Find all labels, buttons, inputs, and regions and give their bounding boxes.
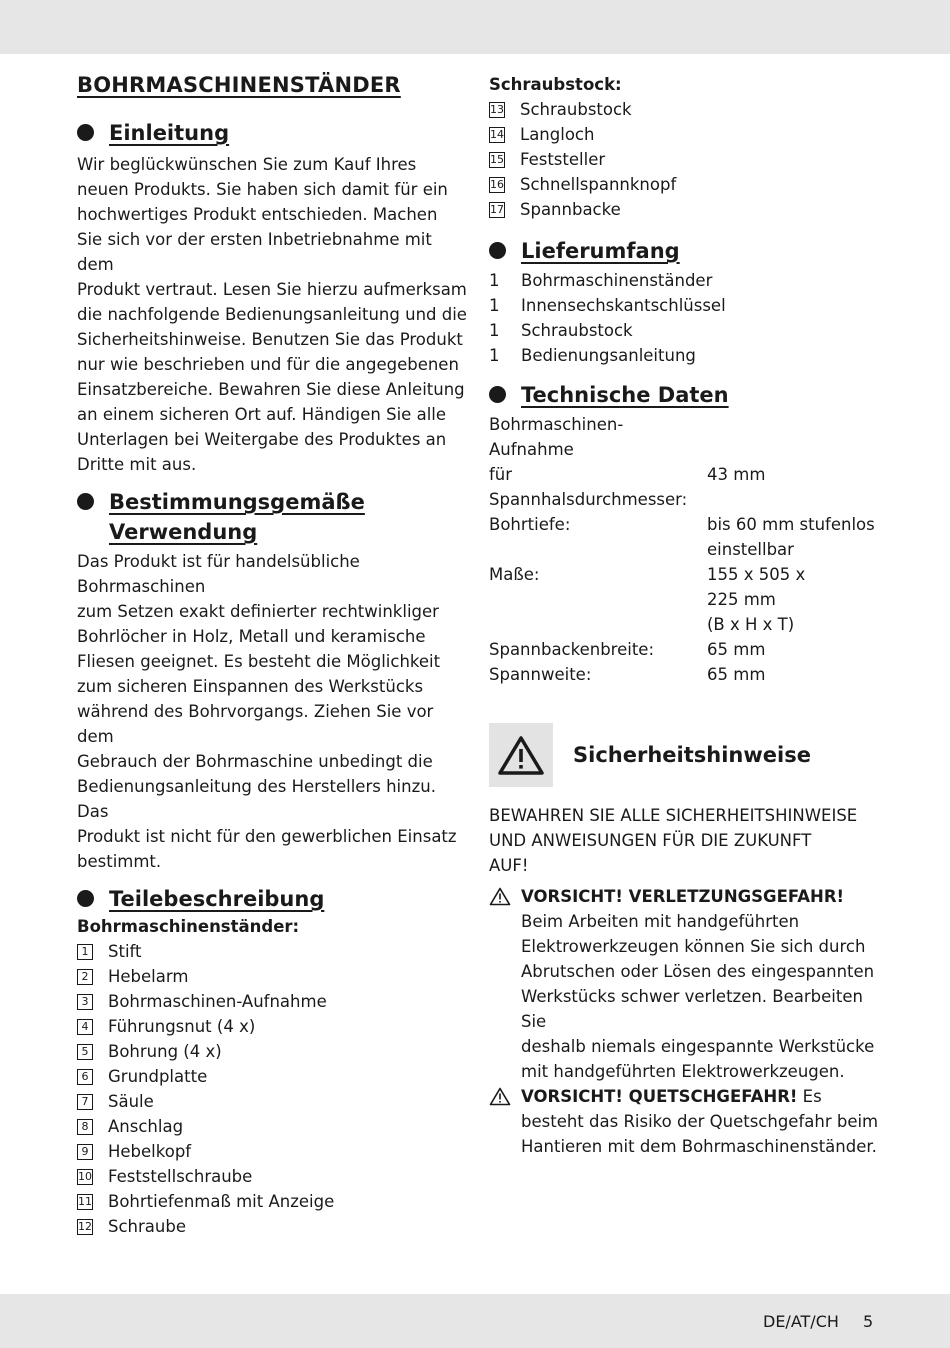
tech-key: Bohrmaschinen-Aufnahme [489, 415, 624, 459]
tech-value: (B x H x T) [707, 615, 795, 634]
delivery-list [489, 268, 889, 368]
table-row [489, 587, 889, 612]
text-line: BEWAHREN SIE ALLE SICHERHEITSHINWEISE [489, 806, 858, 825]
item-label: Bohrmaschinenständer [521, 271, 713, 290]
caution-text: Es [797, 1087, 822, 1106]
text-line: Fliesen geeignet. Es besteht die Möglichkeit [77, 652, 441, 671]
text-line: zum Setzen exakt definierter rechtwinkliger [77, 602, 439, 621]
tech-value: einstellbar [707, 540, 794, 559]
safety-intro [489, 803, 889, 878]
usage-heading-line1: Bestimmungsgemäße [109, 490, 365, 514]
quantity: 1 [489, 296, 500, 315]
text-line: neuen Produkts. Sie haben sich damit für ein [77, 180, 448, 199]
quantity: 1 [489, 346, 500, 365]
parts-group1-title: Bohrmaschinenständer: [77, 917, 300, 936]
text-line: hochwertiges Produkt entschieden. Machen [77, 205, 438, 224]
text-line: UND ANWEISUNGEN FÜR DIE ZUKUNFT [489, 831, 812, 850]
list-item [77, 1064, 467, 1089]
table-row [489, 562, 889, 587]
text-line: Gebrauch der Bohrmaschine unbedingt die [77, 752, 433, 771]
list-item [77, 1089, 467, 1114]
delivery-heading: Lieferumfang [521, 239, 680, 263]
text-line: Beim Arbeiten mit handgeführten [521, 912, 800, 931]
intro-heading: Einleitung [109, 121, 230, 145]
text-line: besteht das Risiko der Quetschgefahr beim [521, 1112, 879, 1131]
tech-value: 225 mm [707, 590, 776, 609]
list-item [489, 268, 889, 293]
part-number: 6 [77, 1069, 93, 1085]
right-column [489, 72, 889, 1159]
tech-table [489, 412, 889, 687]
text-line: Das Produkt ist für handelsübliche Bohrmaschinen [77, 552, 360, 596]
part-number: 10 [78, 1169, 92, 1183]
caution-crush [489, 1084, 889, 1159]
part-label: Schraubstock [520, 100, 632, 119]
text-line: während des Bohrvorgangs. Ziehen Sie vor dem [77, 702, 434, 746]
text-line: Produkt vertraut. Lesen Sie hierzu aufmerksam [77, 280, 467, 299]
part-label: Führungsnut (4 x) [108, 1017, 256, 1036]
text-line: AUF! [489, 856, 529, 875]
page-number: 5 [863, 1312, 874, 1331]
parts-group1-list [77, 939, 467, 1239]
list-item [77, 1189, 467, 1214]
parts-heading: Teilebeschreibung [109, 887, 325, 911]
tech-heading: Technische Daten [521, 383, 729, 407]
usage-heading-line2: Verwendung [109, 520, 258, 544]
text-line: mit handgeführten Elektrowerkzeugen. [521, 1062, 845, 1081]
part-label: Feststeller [520, 150, 606, 169]
part-label: Schraube [108, 1217, 186, 1236]
text-line: Werkstücks schwer verletzen. Bearbeiten Sie [521, 987, 863, 1031]
tech-value: 65 mm [707, 640, 766, 659]
part-label: Bohrtiefenmaß mit Anzeige [108, 1192, 335, 1211]
document-title: BOHRMASCHINENSTÄNDER [77, 73, 401, 97]
bullet-icon [489, 386, 506, 403]
text-line: Unterlagen bei Weitergabe des Produktes an [77, 430, 447, 449]
text-line: bestimmt. [77, 852, 162, 871]
tech-value: 65 mm [707, 665, 766, 684]
warning-icon [489, 1084, 513, 1159]
part-number: 11 [78, 1194, 92, 1208]
list-item [489, 172, 889, 197]
caution-injury [489, 884, 889, 1084]
list-item [489, 343, 889, 368]
section-delivery-heading [489, 236, 889, 266]
table-row [489, 412, 889, 462]
list-item [77, 1114, 467, 1139]
tech-key: Spannbackenbreite: [489, 640, 655, 659]
text-line: Elektrowerkzeugen können Sie sich durch [521, 937, 866, 956]
tech-key: für Spannhalsdurchmesser: [489, 465, 688, 509]
tech-key [489, 612, 707, 637]
table-row [489, 537, 889, 562]
warning-icon [489, 884, 513, 1084]
text-line: Sicherheitshinweise. Benutzen Sie das Produkt [77, 330, 463, 349]
intro-text [77, 152, 467, 477]
part-number: 15 [490, 152, 504, 166]
tech-key [489, 587, 707, 612]
text-line: Bohrlöcher in Holz, Metall und keramische [77, 627, 426, 646]
part-label: Schnellspannknopf [520, 175, 677, 194]
tech-key: Bohrtiefe: [489, 515, 571, 534]
list-item [489, 293, 889, 318]
caution-title: VORSICHT! QUETSCHGEFAHR! [521, 1087, 798, 1106]
caution-title: VORSICHT! VERLETZUNGSGEFAHR! [521, 887, 845, 906]
footer-language: DE/AT/CH [763, 1312, 839, 1331]
part-label: Säule [108, 1092, 154, 1111]
tech-value: 43 mm [707, 465, 766, 484]
section-intro-heading [77, 118, 467, 148]
part-number: 12 [78, 1219, 92, 1233]
part-number: 2 [77, 969, 93, 985]
item-label: Innensechskantschlüssel [521, 296, 726, 315]
text-line: Einsatzbereiche. Bewahren Sie diese Anleitung [77, 380, 465, 399]
text-line: Wir beglückwünschen Sie zum Kauf Ihres [77, 155, 417, 174]
parts-group2-list [489, 97, 889, 222]
text-line: nur wie beschrieben und für die angegebenen [77, 355, 459, 374]
tech-key [489, 537, 707, 562]
text-line: an einem sicheren Ort auf. Händigen Sie alle [77, 405, 447, 424]
part-number: 3 [77, 994, 93, 1010]
tech-value: 155 x 505 x [707, 565, 806, 584]
safety-heading: Sicherheitshinweise [573, 743, 811, 767]
part-number: 16 [490, 177, 504, 191]
text-line: deshalb niemals eingespannte Werkstücke [521, 1037, 875, 1056]
section-parts-heading [77, 884, 467, 914]
list-item [77, 964, 467, 989]
tech-key: Spannweite: [489, 665, 592, 684]
header-band [0, 0, 950, 54]
bullet-icon [77, 890, 94, 907]
usage-text [77, 549, 467, 874]
part-label: Langloch [520, 125, 595, 144]
part-label: Bohrmaschinen-Aufnahme [108, 992, 327, 1011]
section-tech-heading [489, 380, 889, 410]
text-line: zum sicheren Einspannen des Werkstücks [77, 677, 424, 696]
table-row [489, 637, 889, 662]
part-number: 5 [77, 1044, 93, 1060]
table-row [489, 462, 889, 512]
bullet-icon [489, 242, 506, 259]
part-label: Anschlag [108, 1117, 184, 1136]
part-number: 9 [77, 1144, 93, 1160]
part-label: Bohrung (4 x) [108, 1042, 222, 1061]
list-item [77, 1214, 467, 1239]
list-item [489, 122, 889, 147]
warning-triangle-icon [489, 723, 553, 787]
bullet-icon [77, 493, 94, 510]
part-number: 13 [490, 102, 504, 116]
list-item [77, 989, 467, 1014]
part-number: 14 [490, 127, 504, 141]
part-number: 17 [490, 202, 504, 216]
text-line: die nachfolgende Bedienungsanleitung und die [77, 305, 467, 324]
part-label: Feststellschraube [108, 1167, 253, 1186]
part-label: Grundplatte [108, 1067, 208, 1086]
list-item [77, 1014, 467, 1039]
list-item [489, 197, 889, 222]
list-item [77, 1039, 467, 1064]
parts-group2-title: Schraubstock: [489, 75, 622, 94]
quantity: 1 [489, 271, 500, 290]
item-label: Bedienungsanleitung [521, 346, 696, 365]
section-usage-heading [77, 487, 467, 547]
list-item [77, 939, 467, 964]
list-item [77, 1139, 467, 1164]
part-number: 7 [77, 1094, 93, 1110]
item-label: Schraubstock [521, 321, 633, 340]
text-line: Dritte mit aus. [77, 455, 197, 474]
text-line: Sie sich vor der ersten Inbetriebnahme mit dem [77, 230, 432, 274]
text-line: Produkt ist nicht für den gewerblichen Einsatz [77, 827, 457, 846]
list-item [489, 318, 889, 343]
list-item [489, 97, 889, 122]
list-item [489, 147, 889, 172]
list-item [77, 1164, 467, 1189]
warning-triangle-svg [498, 735, 544, 775]
part-number: 4 [77, 1019, 93, 1035]
text-line: Abrutschen oder Lösen des eingespannten [521, 962, 875, 981]
tech-key: Maße: [489, 565, 540, 584]
bullet-icon [77, 124, 94, 141]
text-line: Hantieren mit dem Bohrmaschinenständer. [521, 1137, 877, 1156]
part-label: Hebelkopf [108, 1142, 192, 1161]
part-label: Stift [108, 942, 142, 961]
part-label: Hebelarm [108, 967, 189, 986]
table-row [489, 512, 889, 537]
text-line: Bedienungsanleitung des Herstellers hinzu. Das [77, 777, 436, 821]
tech-value: bis 60 mm stufenlos [707, 515, 875, 534]
safety-heading-box [489, 723, 889, 787]
quantity: 1 [489, 321, 500, 340]
part-number: 8 [77, 1119, 93, 1135]
part-number: 1 [77, 944, 93, 960]
left-column [77, 70, 467, 1239]
table-row [489, 612, 889, 637]
part-label: Spannbacke [520, 200, 621, 219]
table-row [489, 662, 889, 687]
